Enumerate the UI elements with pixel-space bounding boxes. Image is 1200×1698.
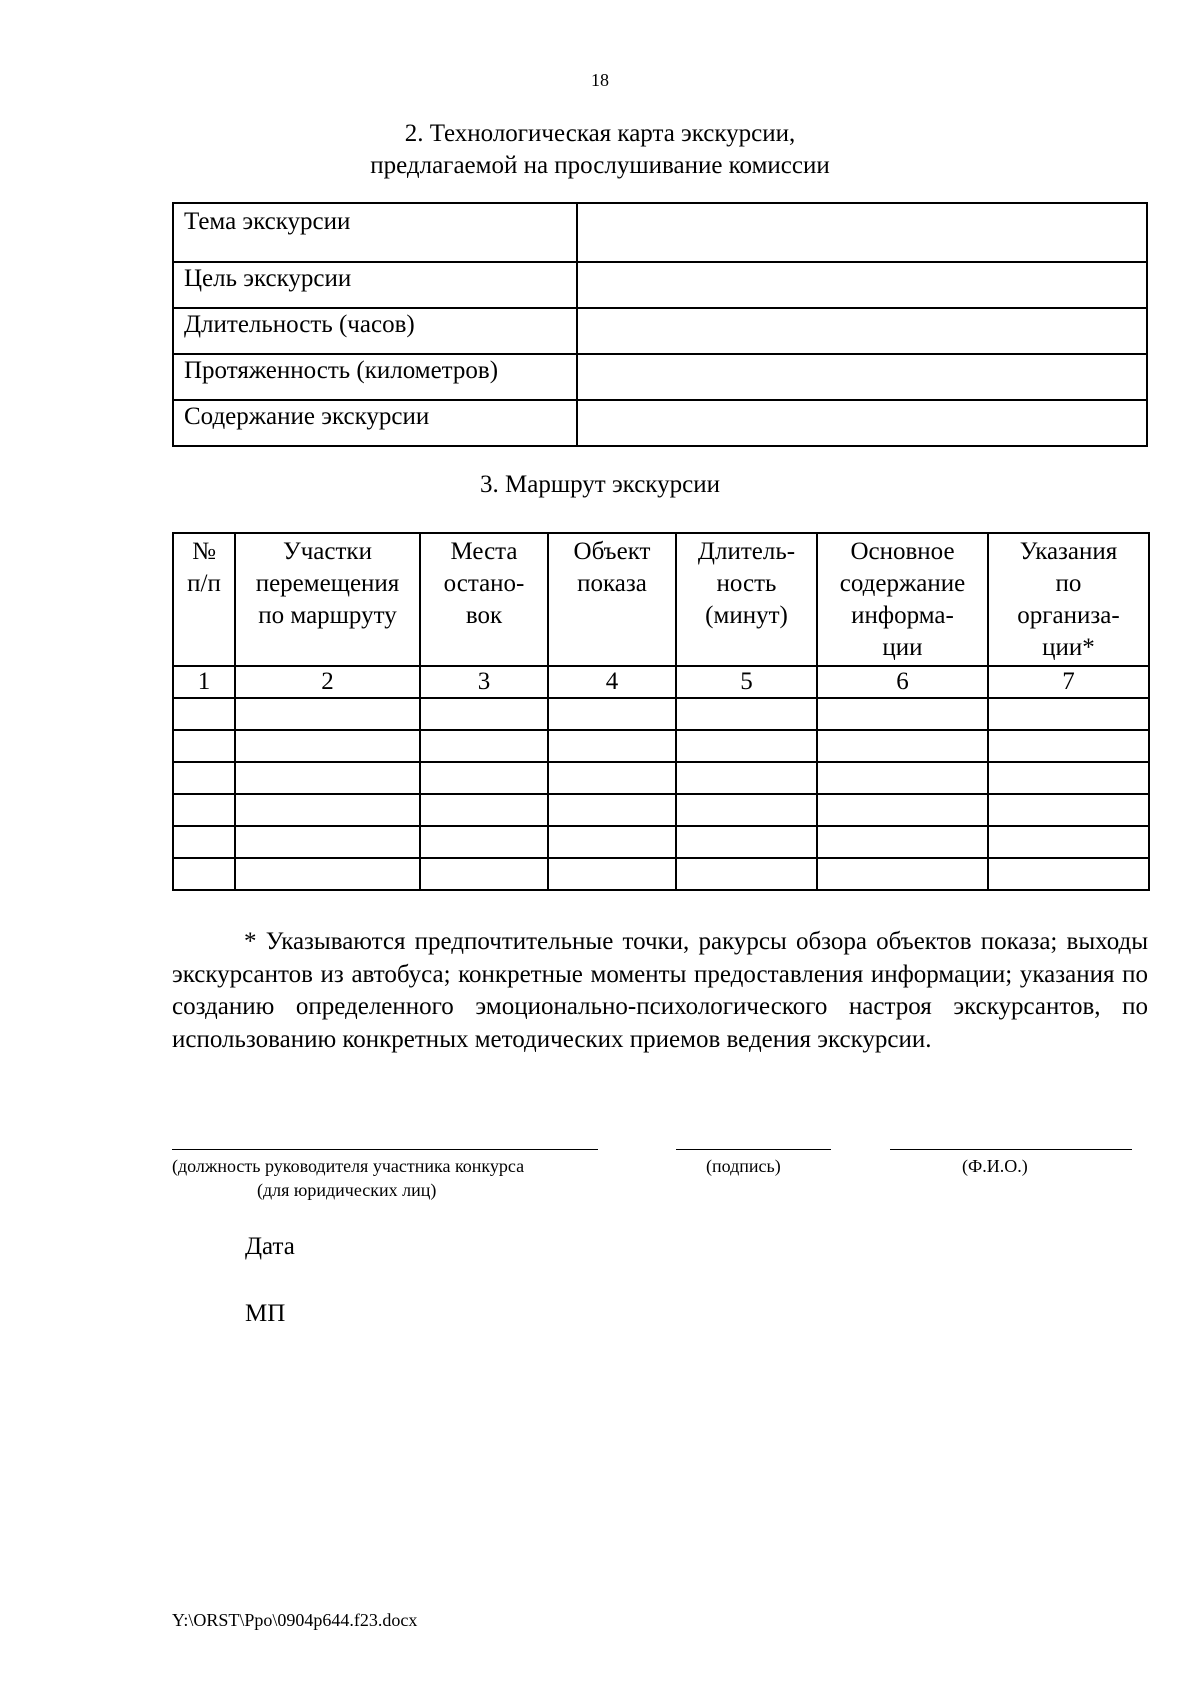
route-empty-row [173, 858, 1149, 890]
section2-title-line2: предлагаемой на прослушивание комиссии [370, 152, 830, 179]
route-empty-cell [173, 730, 235, 762]
route-column-number: 2 [235, 666, 420, 698]
route-empty-cell [676, 730, 817, 762]
route-header-line: ность [716, 570, 777, 597]
tech-map-row [173, 308, 1147, 354]
route-header-cell [988, 533, 1149, 666]
signature-caption: (подпись) [706, 1156, 781, 1176]
route-empty-cell [173, 826, 235, 858]
route-header-cell [173, 533, 235, 666]
route-header-line: показа [577, 570, 647, 597]
route-empty-cell [988, 762, 1149, 794]
route-empty-cell [548, 794, 676, 826]
section2-title-line1: 2. Технологическая карта экскурсии, [404, 120, 796, 147]
tech-map-row [173, 400, 1147, 446]
route-empty-cell [988, 826, 1149, 858]
route-empty-cell [548, 762, 676, 794]
route-header-line: ции* [1042, 634, 1095, 661]
route-empty-cell [420, 730, 548, 762]
route-header-line: Участки [283, 538, 372, 565]
route-empty-cell [235, 794, 420, 826]
route-empty-row [173, 826, 1149, 858]
position-signature-line [172, 1149, 598, 1150]
route-empty-cell [548, 858, 676, 890]
route-empty-cell [173, 698, 235, 730]
route-empty-cell [817, 794, 988, 826]
route-header-cell [676, 533, 817, 666]
route-empty-cell [988, 698, 1149, 730]
tech-map-value [577, 400, 1147, 446]
tech-map-row [173, 262, 1147, 308]
route-empty-cell [676, 858, 817, 890]
stamp-label: МП [245, 1300, 286, 1327]
route-empty-cell [548, 730, 676, 762]
route-empty-cell [548, 698, 676, 730]
tech-map-label: Длительность (часов) [173, 308, 577, 354]
tech-map-label: Цель экскурсии [173, 262, 577, 308]
route-empty-cell [817, 826, 988, 858]
route-header-line: информа- [851, 602, 954, 629]
route-empty-cell [235, 826, 420, 858]
route-empty-cell [988, 858, 1149, 890]
route-empty-cell [676, 826, 817, 858]
route-header-line: по маршруту [258, 602, 397, 629]
tech-map-label: Содержание экскурсии [173, 400, 577, 446]
route-empty-cell [676, 762, 817, 794]
route-header-line: Места [450, 538, 518, 565]
route-header-line: по [1055, 570, 1082, 597]
route-column-number: 1 [173, 666, 235, 698]
route-empty-cell [817, 762, 988, 794]
tech-map-value [577, 354, 1147, 400]
route-empty-cell [173, 794, 235, 826]
legal-entity-caption: (для юридических лиц) [257, 1180, 437, 1200]
tech-map-value [577, 262, 1147, 308]
route-empty-cell [173, 762, 235, 794]
route-empty-cell [988, 730, 1149, 762]
tech-map-label: Тема экскурсии [173, 203, 577, 262]
route-column-number: 6 [817, 666, 988, 698]
route-header-line: ции [882, 634, 923, 661]
route-header-cell [548, 533, 676, 666]
route-header-line: Объект [573, 538, 651, 565]
route-empty-cell [173, 858, 235, 890]
route-column-number-row [173, 666, 1149, 698]
name-signature-line [890, 1149, 1132, 1150]
route-column-number: 5 [676, 666, 817, 698]
route-header-line: п/п [187, 570, 221, 597]
route-empty-cell [235, 762, 420, 794]
route-header-line: содержание [839, 570, 966, 597]
route-header-cell [817, 533, 988, 666]
route-empty-cell [988, 794, 1149, 826]
tech-map-label: Протяженность (километров) [173, 354, 577, 400]
tech-map-row [173, 203, 1147, 262]
route-empty-cell [420, 762, 548, 794]
route-header-cell [420, 533, 548, 666]
route-column-number: 4 [548, 666, 676, 698]
route-empty-cell [420, 794, 548, 826]
tech-map-row [173, 354, 1147, 400]
route-empty-cell [235, 730, 420, 762]
route-header-line: Указания [1019, 538, 1118, 565]
date-label: Дата [245, 1233, 295, 1260]
route-empty-cell [420, 826, 548, 858]
tech-map-value [577, 203, 1147, 262]
route-empty-row [173, 698, 1149, 730]
section3-title: 3. Маршрут экскурсии [480, 471, 720, 498]
route-empty-cell [817, 858, 988, 890]
route-header-line: организа- [1017, 602, 1120, 629]
route-header-line: остано- [443, 570, 525, 597]
route-table [172, 532, 1150, 891]
file-path: Y:\ORST\Ppo\0904p644.f23.docx [172, 1610, 418, 1630]
route-empty-cell [817, 730, 988, 762]
route-empty-cell [548, 826, 676, 858]
route-empty-cell [817, 698, 988, 730]
route-column-number: 3 [420, 666, 548, 698]
name-caption: (Ф.И.О.) [962, 1156, 1028, 1176]
route-header-line: перемещения [255, 570, 400, 597]
route-header-line: № [192, 538, 216, 565]
footnote-text: * Указываются предпочтительные точки, ракурсы обзора объектов показа; выходы экскурсантов из автобуса; конкретные моменты предоставления информации; указания по созданию определенного эмоционально-психологического настроя экскурсантов, по использованию конкретных методических приемов ведения экскурсии. [172, 928, 1148, 1053]
route-empty-row [173, 794, 1149, 826]
route-empty-row [173, 762, 1149, 794]
signature-line [676, 1149, 831, 1150]
page-number: 18 [591, 70, 609, 90]
route-header-line: Основное [850, 538, 955, 565]
route-empty-cell [676, 698, 817, 730]
route-empty-cell [420, 698, 548, 730]
route-header-line: (минут) [705, 602, 788, 629]
route-header-cell [235, 533, 420, 666]
route-header-line: Длитель- [697, 538, 796, 565]
position-caption: (должность руководителя участника конкурса [172, 1156, 525, 1176]
route-empty-row [173, 730, 1149, 762]
tech-map-table [172, 202, 1148, 447]
route-empty-cell [420, 858, 548, 890]
route-empty-cell [235, 858, 420, 890]
route-empty-cell [676, 794, 817, 826]
route-empty-cell [235, 698, 420, 730]
route-header-line: вок [465, 602, 503, 629]
tech-map-value [577, 308, 1147, 354]
footnote [172, 926, 1148, 1056]
route-column-number: 7 [988, 666, 1149, 698]
